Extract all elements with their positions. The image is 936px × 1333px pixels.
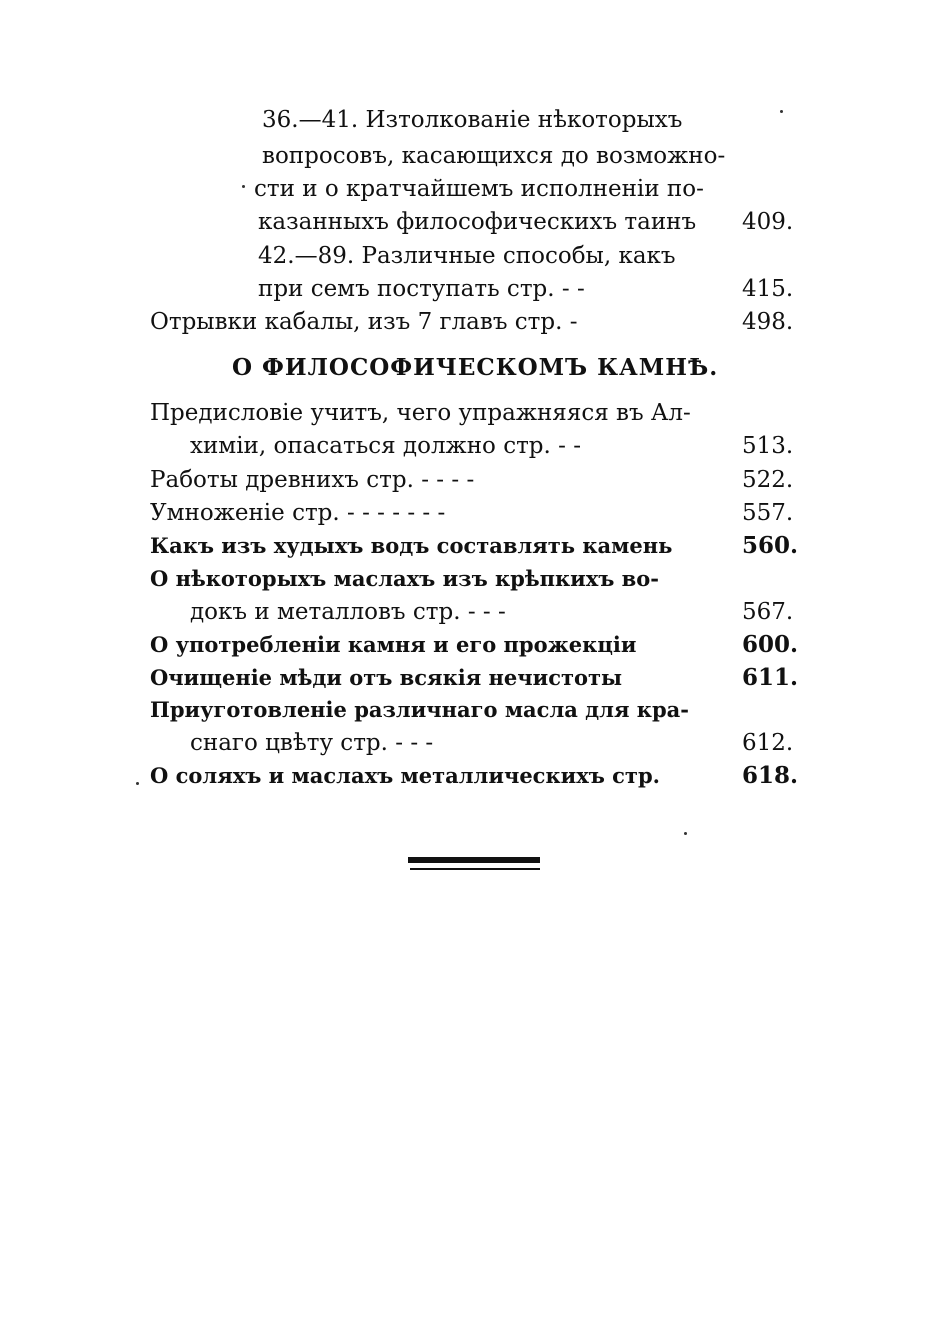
- toc-entry-text: О соляхъ и маслахъ металлическихъ стр.: [150, 763, 660, 788]
- toc-entry-text: 36.—41. Изтолкованіе нѣкоторыхъ: [262, 107, 683, 133]
- toc-page-number: 415.: [742, 276, 794, 302]
- toc-page-number: 513.: [742, 433, 794, 459]
- closing-rule: [408, 857, 540, 863]
- section-heading: О ФИЛОСОФИЧЕСКОМЪ КАМНѢ.: [232, 354, 719, 381]
- toc-entry-line: [0, 430, 936, 462]
- toc-entry-text: Очищеніе мѣди отъ всякія нечистоты: [150, 665, 623, 690]
- toc-entry-line: [0, 397, 936, 429]
- toc-entry-text: при семъ поступать стр. - -: [258, 276, 585, 302]
- toc-page-number: 611.: [742, 664, 799, 691]
- toc-entry-line: [0, 104, 936, 136]
- toc-entry-line: [0, 273, 936, 305]
- toc-page-number: 522.: [742, 467, 794, 493]
- toc-entry-line: [0, 140, 936, 172]
- toc-entry-line: [0, 662, 936, 694]
- scan-speck: [684, 832, 687, 835]
- closing-rule-thin: [410, 868, 540, 870]
- toc-entry-text: О нѣкоторыхъ маслахъ изъ крѣпкихъ во-: [150, 566, 659, 591]
- toc-entry-line: [0, 206, 936, 238]
- toc-entry-line: [0, 563, 936, 595]
- toc-entry-text: химіи, опасаться должно стр. - -: [190, 433, 581, 459]
- toc-page-number: 618.: [742, 762, 799, 789]
- scan-speck: [136, 782, 139, 785]
- toc-page-number: 557.: [742, 500, 794, 526]
- toc-entry-line: [0, 694, 936, 726]
- toc-entry-line: [0, 497, 936, 529]
- toc-page-number: 498.: [742, 309, 794, 335]
- toc-entry-text: 42.—89. Различные способы, какъ: [258, 243, 676, 269]
- scan-speck: [242, 185, 245, 188]
- toc-entry-text: снаго цвѣту стр. - - -: [190, 730, 434, 756]
- toc-entry-line: [0, 760, 936, 792]
- toc-entry-line: [0, 629, 936, 661]
- toc-entry-line: [0, 727, 936, 759]
- toc-entry-text: Какъ изъ худыхъ водъ составлять камень: [150, 533, 673, 558]
- toc-entry-line: [0, 596, 936, 628]
- toc-page-number: 409.: [742, 209, 794, 235]
- toc-entry-text: Отрывки кабалы, изъ 7 главъ стр. -: [150, 309, 578, 335]
- toc-page-number: 600.: [742, 631, 799, 658]
- toc-page-number: 612.: [742, 730, 794, 756]
- toc-entry-text: Предисловіе учитъ, чего упражняяся въ Ал-: [150, 400, 691, 426]
- toc-page-number: 560.: [742, 532, 799, 559]
- toc-entry-text: сти и о кратчайшемъ исполненіи по-: [254, 176, 704, 202]
- toc-page-number: 567.: [742, 599, 794, 625]
- toc-entry-line: [0, 173, 936, 205]
- toc-entry-text: вопросовъ, касающихся до возможно-: [262, 143, 726, 169]
- toc-entry-text: казанныхъ философическихъ таинъ: [258, 209, 697, 235]
- toc-entry-text: Приуготовленіе различнаго масла для кра-: [150, 697, 689, 722]
- toc-entry-text: О употребленіи камня и его прожекціи: [150, 632, 637, 657]
- toc-entry-line: [0, 530, 936, 562]
- toc-entry-text: Работы древнихъ стр. - - - -: [150, 467, 475, 493]
- scan-speck: [780, 110, 783, 113]
- toc-entry-text: докъ и металловъ стр. - - -: [190, 599, 506, 625]
- toc-entry-line: [0, 464, 936, 496]
- toc-entry-line: [0, 240, 936, 272]
- toc-entry-text: Умноженіе стр. - - - - - - -: [150, 500, 446, 526]
- toc-entry-line: [0, 306, 936, 338]
